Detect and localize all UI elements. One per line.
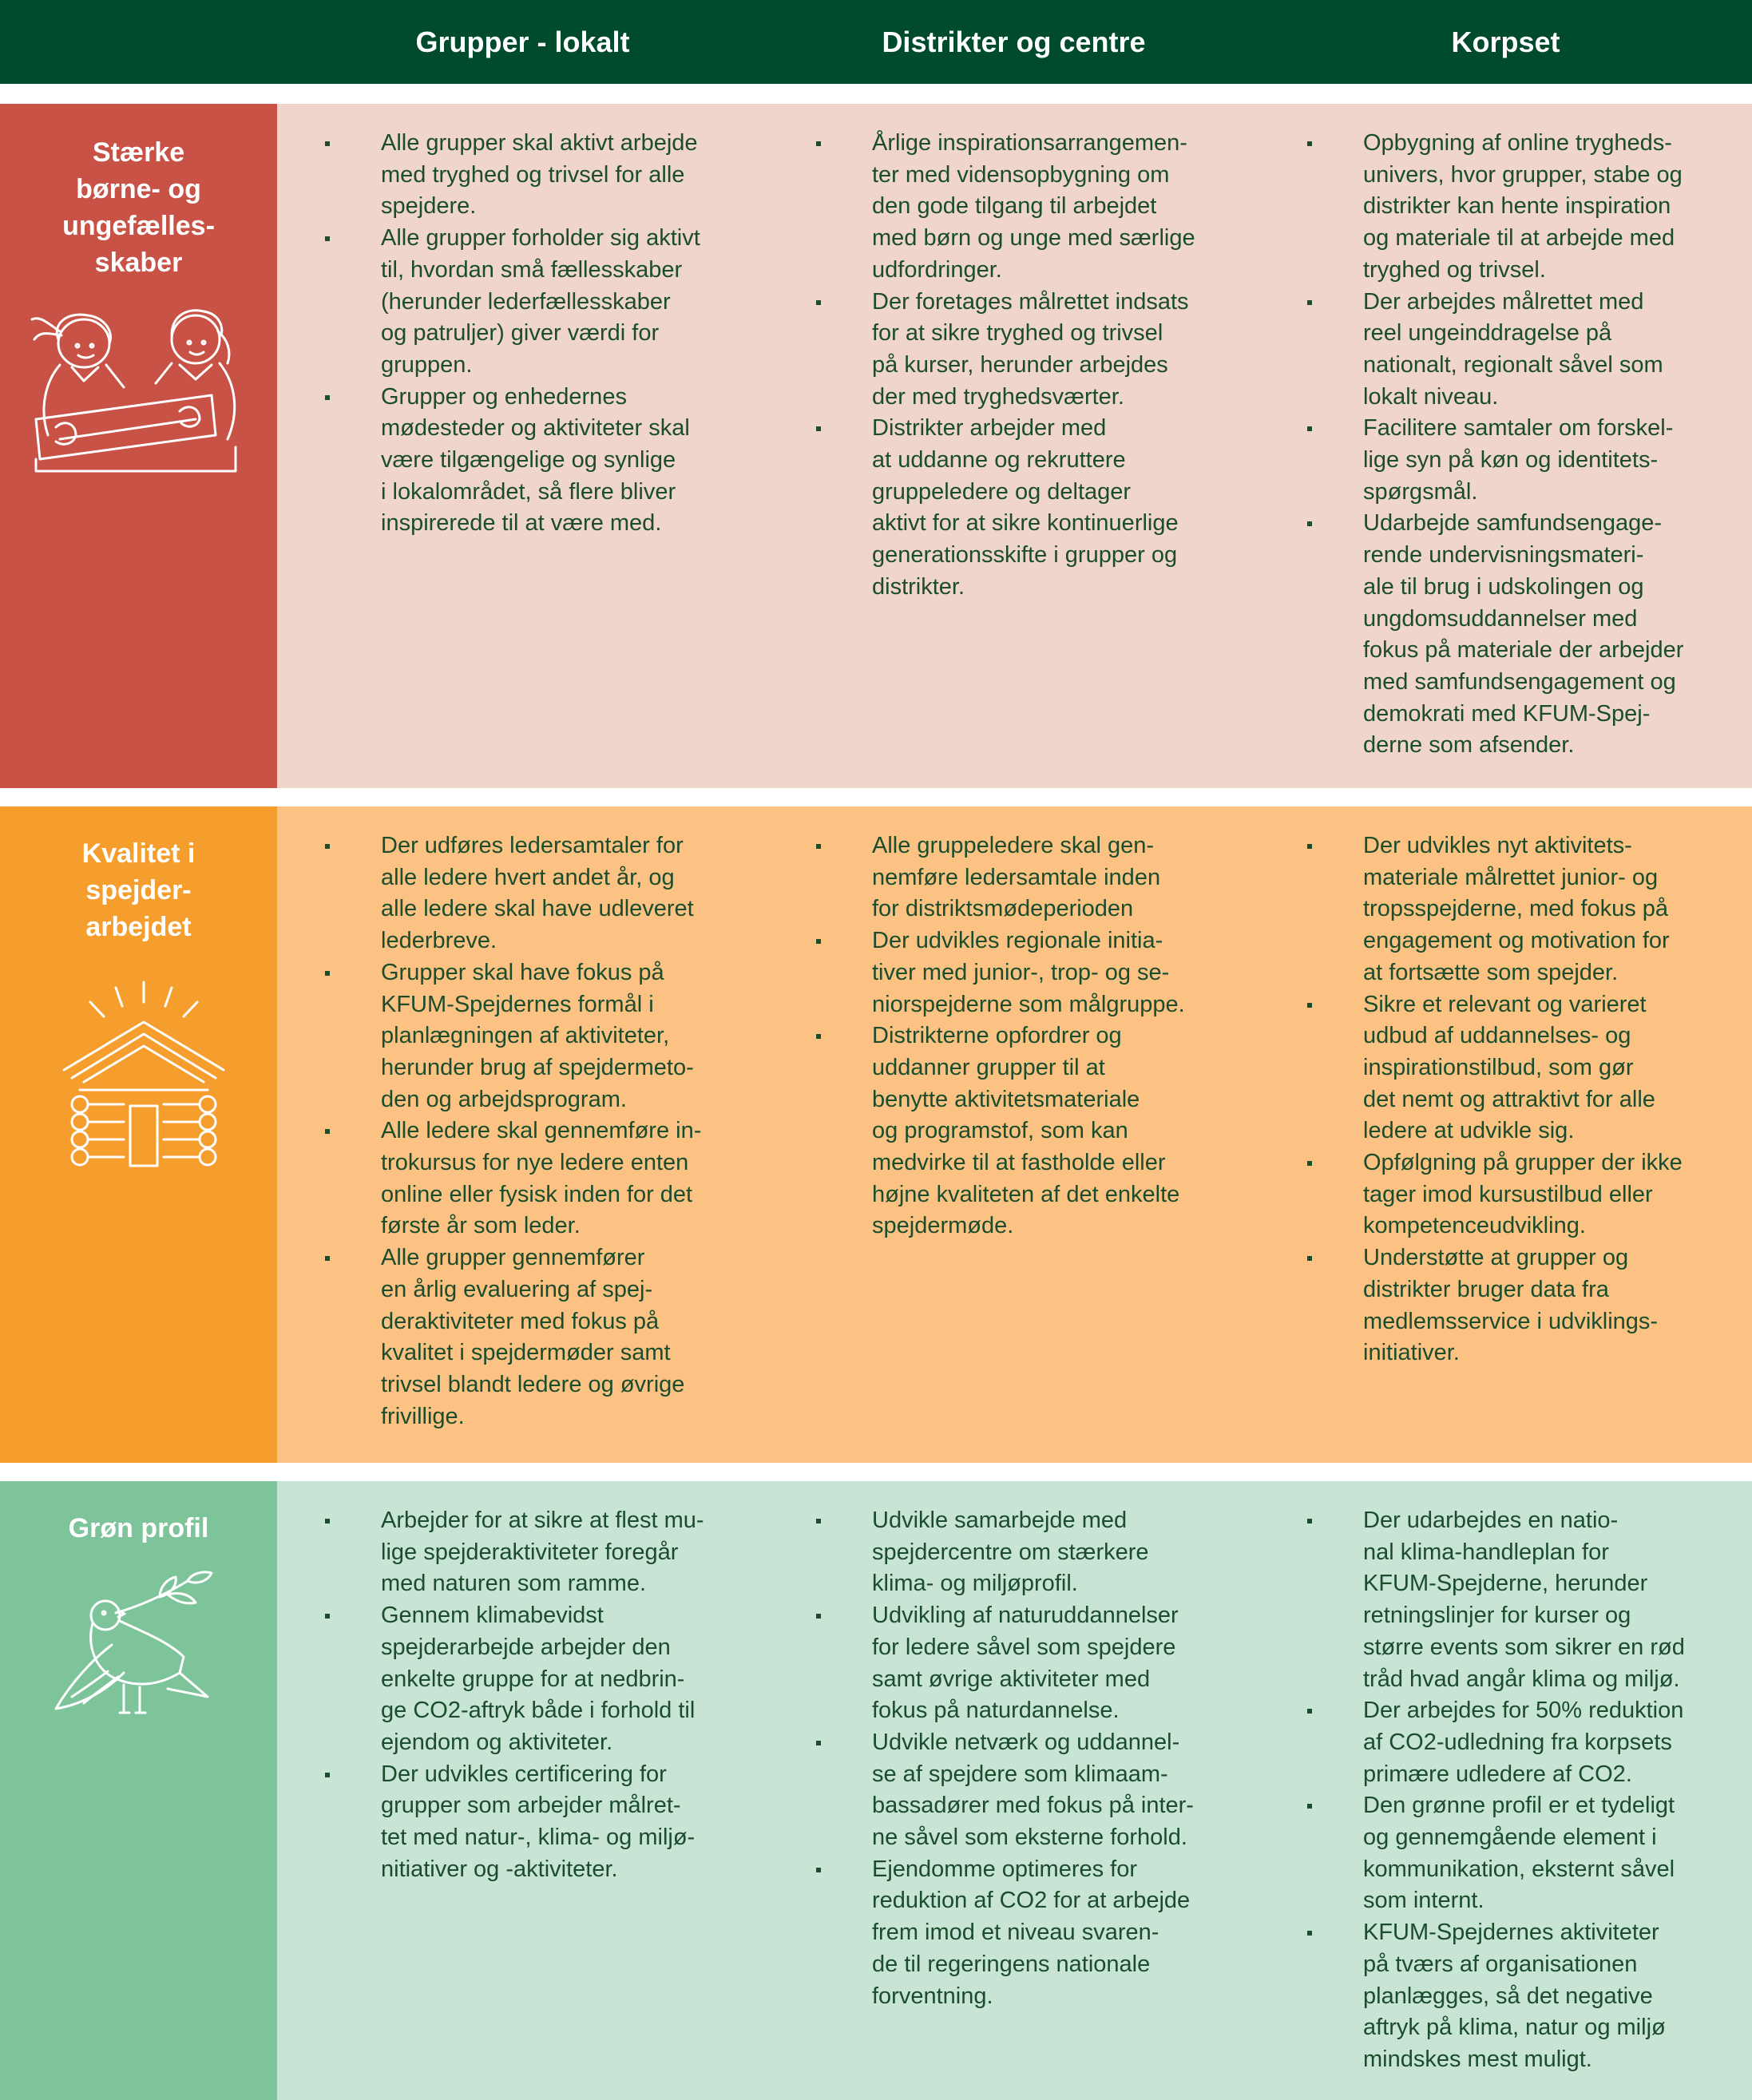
row-side-panel (0, 104, 277, 788)
list-item: Der arbejdes målrettet med reel ungeinddragelse på nationalt, regionalt såvel som lokalt niveau. (1259, 287, 1691, 414)
bullet-icon (1307, 521, 1312, 526)
cell-korpset (1259, 1505, 1691, 2076)
bullet-icon (325, 236, 330, 241)
row-body (277, 104, 1752, 788)
column-header-grupper: Grupper - lokalt (415, 26, 630, 58)
bullet-icon (816, 141, 821, 146)
list-item: Udvikle samarbejde med spejdercentre om stærkere klima- og miljøprofil. (768, 1505, 1199, 1600)
bullet-icon (816, 1741, 821, 1745)
cell-distrikter (768, 830, 1199, 1242)
list-item: Alle grupper skal aktivt arbejde med tryghed og trivsel for alle spejdere. (277, 128, 708, 223)
bullet-icon (325, 1614, 330, 1619)
cell-grupper (277, 830, 708, 1432)
list-item: Udvikling af naturuddannelser for ledere såvel som spejdere samt øvrige aktiviteter med fokus på naturdannelse. (768, 1600, 1199, 1727)
bullet-icon (325, 1519, 330, 1523)
bullet-icon (325, 395, 330, 400)
list-item: Den grønne profil er et tydeligt og gennemgående element i kommunikation, eksternt såvel som internt. (1259, 1790, 1691, 1917)
bullet-icon (1307, 141, 1312, 146)
row-side-panel (0, 806, 277, 1463)
list-item: Alle gruppeledere skal gen- nemføre ledersamtale inden for distriktsmødeperioden (768, 830, 1199, 925)
row-title: Stærke børne- og ungefælles- skaber (62, 137, 215, 278)
bullet-icon (816, 844, 821, 849)
bullet-icon (1307, 1256, 1312, 1261)
list-item: Der udvikles nyt aktivitets- materiale målrettet junior- og tropsspejderne, med fokus på engagement og motivation for at fortsætte som spejder. (1259, 830, 1691, 989)
cell-distrikter (768, 1505, 1199, 2012)
column-header-distrikter: Distrikter og centre (882, 26, 1146, 58)
bullet-icon (816, 1614, 821, 1619)
row-side-panel (0, 1481, 277, 2100)
cell-grupper (277, 128, 708, 540)
bullet-icon (325, 844, 330, 849)
row-born-og-unge (0, 104, 1752, 788)
list-item: Alle grupper gennemfører en årlig evaluering af spej- deraktiviteter med fokus på kvalitet i spejdermøder samt trivsel blandt ledere og øvrige frivillige. (277, 1242, 708, 1432)
cell-korpset (1259, 128, 1691, 762)
bullet-icon (816, 1519, 821, 1523)
list-item: Gennem klimabevidst spejderarbejde arbejder den enkelte gruppe for at nedbrin- ge CO2-aftryk både i forhold til ejendom og aktiviteter. (277, 1600, 708, 1759)
list-item: Der udføres ledersamtaler for alle ledere hvert andet år, og alle ledere skal have udleveret lederbreve. (277, 830, 708, 957)
list-item: Grupper og enhedernes mødesteder og aktiviteter skal være tilgængelige og synlige i lokalområdet, så flere bliver inspirerede til at være med. (277, 382, 708, 541)
bullet-icon (816, 1034, 821, 1039)
bullet-icon (816, 426, 821, 431)
list-item: Der udvikles regionale initia- tiver med junior-, trop- og se- niorspejderne som målgruppe. (768, 925, 1199, 1020)
bullet-icon (1307, 844, 1312, 849)
list-item: Årlige inspirationsarrangemen- ter med vidensopbygning om den gode tilgang til arbejdet med børn og unge med særlige udfordringer. (768, 128, 1199, 287)
bullet-icon (325, 141, 330, 146)
row-groen-profil (0, 1481, 1752, 2100)
dove-with-branch-icon (48, 1569, 232, 1733)
list-item: Opbygning af online trygheds- univers, hvor grupper, stabe og distrikter kan hente inspiration og materiale til at arbejde med tryghed og trivsel. (1259, 128, 1691, 287)
column-header-korpset: Korpset (1451, 26, 1560, 58)
bullet-icon (325, 971, 330, 976)
bullet-icon (1307, 1709, 1312, 1714)
bullet-icon (816, 939, 821, 944)
list-item: Grupper skal have fokus på KFUM-Spejdernes formål i planlægningen af aktiviteter, herunder brug af spejdermeto- den og arbejdsprogram. (277, 957, 708, 1116)
bullet-icon (1307, 1519, 1312, 1523)
list-item: KFUM-Spejdernes aktiviteter på tværs af organisationen planlægges, så det negative aftryk på klima, natur og miljø mindskes mest muligt. (1259, 1917, 1691, 2076)
list-item: Der udvikles certificering for grupper som arbejder målret- tet med natur-, klima- og miljø- nitiativer og -aktiviteter. (277, 1759, 708, 1886)
list-item: Alle grupper forholder sig aktivt til, hvordan små fællesskaber (herunder lederfællesskaber og patruljer) giver værdi for gruppen. (277, 223, 708, 382)
bullet-icon (1307, 1931, 1312, 1936)
bullet-icon (325, 1256, 330, 1261)
row-title: Kvalitet i spejder- arbejdet (81, 838, 196, 942)
log-cabin-icon (60, 978, 228, 1174)
row-body (277, 806, 1752, 1463)
row-kvalitet (0, 806, 1752, 1463)
cell-distrikter (768, 128, 1199, 604)
list-item: Distrikter arbejder med at uddanne og rekruttere gruppeledere og deltager aktivt for at sikre kontinuerlige generationsskifte i grupper og distrikter. (768, 413, 1199, 603)
list-item: Ejendomme optimeres for reduktion af CO2 for at arbejde frem imod et niveau svaren- de til regeringens nationale forventning. (768, 1854, 1199, 2013)
list-item: Der foretages målrettet indsats for at sikre tryghed og trivsel på kurser, herunder arbejdes der med tryghedsværter. (768, 287, 1199, 414)
list-item: Distrikterne opfordrer og uddanner grupper til at benytte aktivitetsmateriale og programstof, som kan medvirke til at fastholde eller højne kvaliteten af det enkelte spejdermøde. (768, 1020, 1199, 1242)
bullet-icon (816, 1868, 821, 1872)
list-item: Alle ledere skal gennemføre in- trokursus for nye ledere enten online eller fysisk inden for det første år som leder. (277, 1115, 708, 1242)
row-title: Grøn profil (68, 1513, 209, 1543)
cell-korpset (1259, 830, 1691, 1369)
bullet-icon (325, 1129, 330, 1134)
list-item: Opfølgning på grupper der ikke tager imod kursustilbud eller kompetenceudvikling. (1259, 1147, 1691, 1242)
list-item: Udvikle netværk og uddannel- se af spejdere som klimaam- bassadører med fokus på inter- ne såvel som eksterne forhold. (768, 1727, 1199, 1854)
list-item: Understøtte at grupper og distrikter bruger data fra medlemsservice i udviklings- initiativer. (1259, 1242, 1691, 1369)
bullet-icon (1307, 1003, 1312, 1008)
list-item: Udarbejde samfundsengage- rende undervisningsmateri- ale til brug i udskolingen og ungdomsuddannelser med fokus på materiale der arbejder med samfundsengagement og demokrati med KFUM-Spej- derne som afsender. (1259, 508, 1691, 762)
bullet-icon (1307, 1804, 1312, 1809)
bullet-icon (1307, 1161, 1312, 1166)
list-item: Sikre et relevant og varieret udbud af uddannelses- og inspirationstilbud, som gør det nemt og attraktivt for alle ledere at udvikle sig. (1259, 989, 1691, 1148)
list-item: Facilitere samtaler om forskel- lige syn på køn og identitets- spørgsmål. (1259, 413, 1691, 508)
list-item: Der udarbejdes en natio- nal klima-handleplan for KFUM-Spejderne, herunder retningslinjer for kurser og større events som sikrer en rød tråd hvad angår klima og miljø. (1259, 1505, 1691, 1695)
row-body (277, 1481, 1752, 2100)
list-item: Der arbejdes for 50% reduktion af CO2-udledning fra korpsets primære udledere af CO2. (1259, 1695, 1691, 1790)
bullet-icon (1307, 426, 1312, 431)
children-holding-sign-icon (28, 307, 252, 479)
bullet-icon (816, 300, 821, 305)
bullet-icon (1307, 300, 1312, 305)
list-item: Arbejder for at sikre at flest mu- lige spejderaktiviteter foregår med naturen som ramme. (277, 1505, 708, 1600)
table-header (0, 0, 1752, 84)
bullet-icon (325, 1773, 330, 1777)
cell-grupper (277, 1505, 708, 1885)
